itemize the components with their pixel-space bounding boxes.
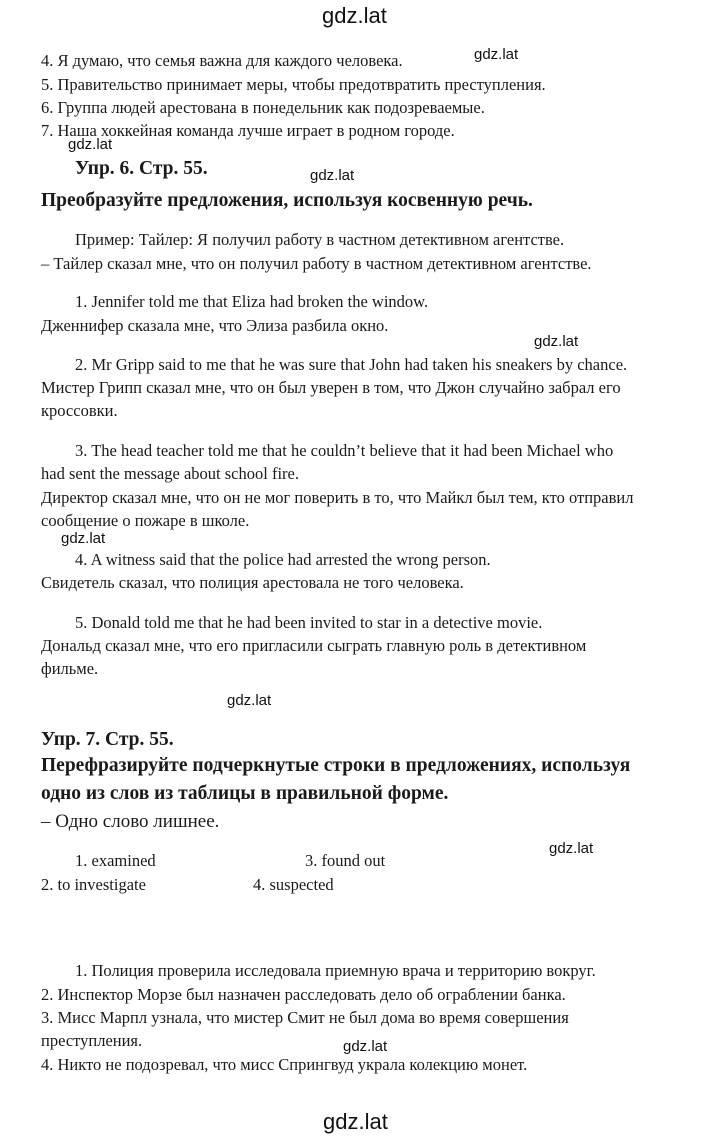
word-option: 1. examined	[75, 851, 156, 870]
ex6-item-en: 4. A witness said that the police had arrested the wrong person.	[75, 550, 491, 569]
ex7-answer: 3. Мисс Марпл узнала, что мистер Смит не был дома во время совершения	[41, 1008, 569, 1027]
top-list-item: 4. Я думаю, что семья важна для каждого человека.	[41, 51, 403, 70]
ex6-item-en: 2. Mr Gripp said to me that he was sure that John had taken his sneakers by chance.	[75, 355, 628, 374]
ex6-example: Пример: Тайлер: Я получил работу в частном детективном агентстве.	[75, 230, 565, 249]
ex6-item-ru: Дженнифер сказала мне, что Элиза разбила окно.	[41, 316, 389, 335]
watermark: gdz.lat	[534, 333, 579, 350]
ex6-item-ru: Мистер Грипп сказал мне, что он был уверен в том, что Джон случайно забрал его	[41, 378, 621, 397]
ex6-example: – Тайлер сказал мне, что он получил работу в частном детективном агентстве.	[41, 254, 592, 273]
ex6-item-en: 1. Jennifer told me that Eliza had broken the window.	[75, 292, 429, 311]
ex7-note: – Одно слово лишнее.	[41, 811, 220, 832]
ex7-answer: 1. Полиция проверила исследовала приемную врача и территорию вокруг.	[75, 961, 596, 980]
ex6-instruction: Преобразуйте предложения, используя косвенную речь.	[41, 190, 533, 211]
top-list-item: 7. Наша хоккейная команда лучше играет в родном городе.	[41, 121, 455, 140]
word-option: 4. suspected	[253, 875, 334, 894]
ex6-item-ru: сообщение о пожаре в школе.	[41, 511, 250, 530]
ex7-title: Упр. 7. Стр. 55.	[41, 729, 174, 750]
word-option: 2. to investigate	[41, 875, 146, 894]
ex7-answer: 2. Инспектор Морзе был назначен расследовать дело об ограблении банка.	[41, 985, 566, 1004]
watermark-top: gdz.lat	[322, 3, 387, 28]
ex6-item-ru: кроссовки.	[41, 401, 118, 420]
ex7-answer: преступления.	[41, 1031, 143, 1050]
ex6-item-en: 5. Donald told me that he had been invited to star in a detective movie.	[75, 613, 543, 632]
ex7-instruction: одно из слов из таблицы в правильной форме.	[41, 783, 449, 804]
top-list-item: 6. Группа людей арестована в понедельник как подозреваемые.	[41, 98, 485, 117]
ex6-item-en: 3. The head teacher told me that he couldn’t believe that it had been Michael who	[75, 441, 614, 460]
ex6-item-ru: Свидетель сказал, что полиция арестовала не того человека.	[41, 573, 464, 592]
top-list-item: 5. Правительство принимает меры, чтобы предотвратить преступления.	[41, 75, 546, 94]
word-option: 3. found out	[305, 851, 386, 870]
watermark: gdz.lat	[343, 1038, 388, 1055]
watermark: gdz.lat	[61, 530, 106, 547]
ex6-item-en: had sent the message about school fire.	[41, 464, 299, 483]
watermark: gdz.lat	[474, 46, 519, 63]
ex6-title: Упр. 6. Стр. 55.	[75, 158, 208, 179]
ex6-item-ru: Директор сказал мне, что он не мог поверить в то, что Майкл был тем, кто отправил	[41, 488, 634, 507]
ex6-item-ru: фильме.	[41, 659, 99, 678]
watermark: gdz.lat	[227, 692, 272, 709]
watermark: gdz.lat	[549, 840, 594, 857]
ex6-item-ru: Дональд сказал мне, что его пригласили сыграть главную роль в детективном	[41, 636, 587, 655]
watermark-bottom: gdz.lat	[323, 1109, 388, 1134]
ex7-answer: 4. Никто не подозревал, что мисс Спрингвуд украла колекцию монет.	[41, 1055, 528, 1074]
watermark: gdz.lat	[310, 167, 355, 184]
ex7-instruction: Перефразируйте подчеркнутые строки в предложениях, используя	[41, 755, 631, 776]
watermark: gdz.lat	[68, 136, 113, 153]
